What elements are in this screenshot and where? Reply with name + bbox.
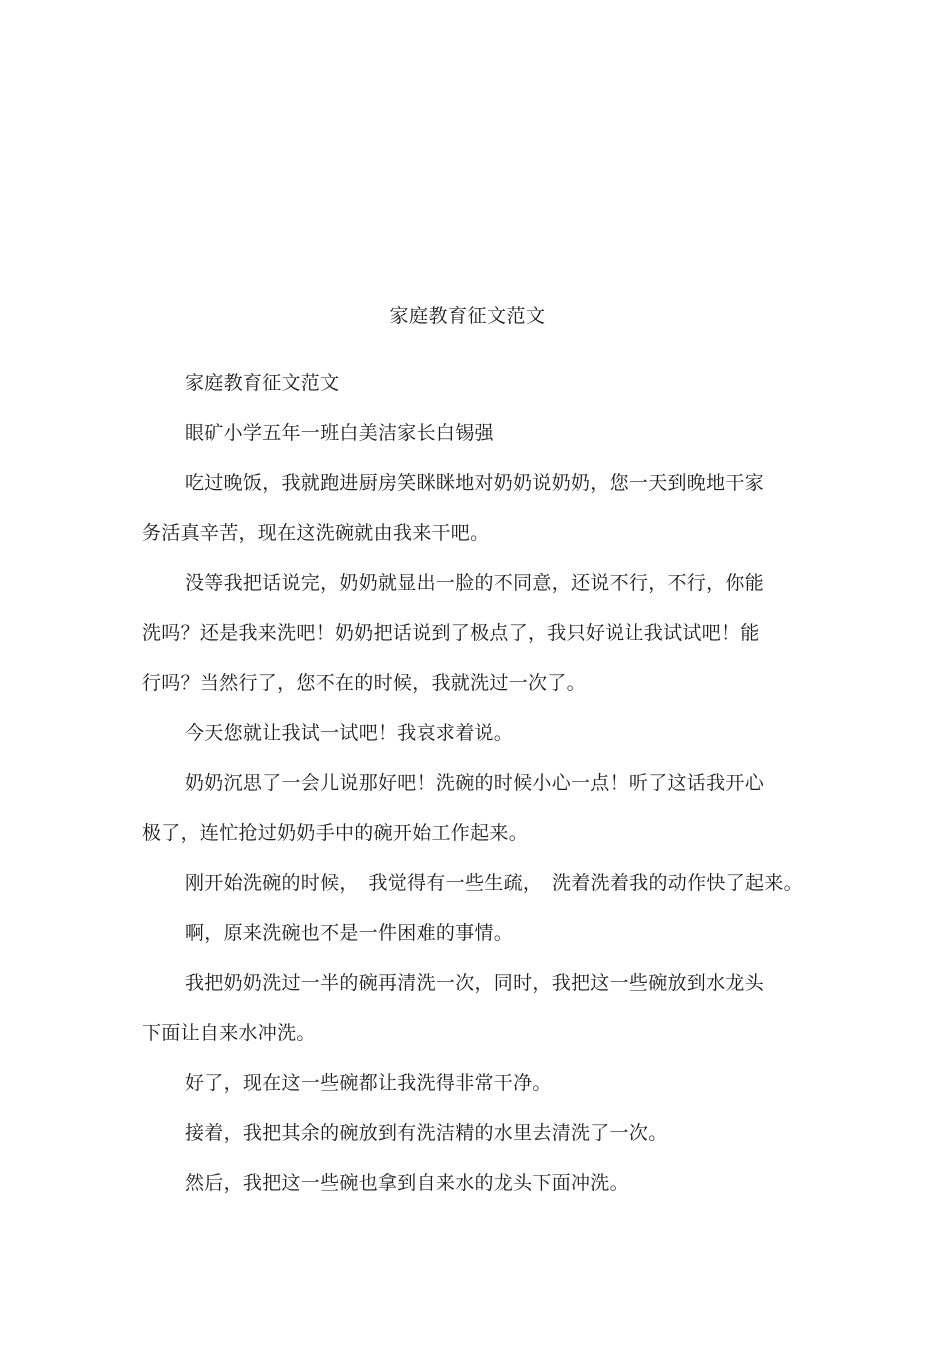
paragraph-line: 接着，我把其余的碗放到有洗洁精的水里去清洗了一次。 (185, 1122, 668, 1144)
paragraph-line: 家庭教育征文范文 (185, 372, 340, 394)
paragraph-line: 洗吗？还是我来洗吧！奶奶把话说到了极点了，我只好说让我试试吧！能 (142, 622, 760, 644)
paragraph-line: 啊，原来洗碗也不是一件困难的事情。 (185, 922, 514, 944)
paragraph-line: 今天您就让我试一试吧！我哀求着说。 (185, 722, 514, 744)
paragraph-line: 下面让自来水冲洗。 (142, 1022, 316, 1044)
paragraph-line: 极了，连忙抢过奶奶手中的碗开始工作起来。 (142, 822, 529, 844)
paragraph-line: 吃过晚饭，我就跑进厨房笑眯眯地对奶奶说奶奶，您一天到晚地干家 (185, 472, 765, 494)
paragraph-line: 没等我把话说完，奶奶就显出一脸的不同意，还说不行，不行，你能 (185, 572, 765, 594)
paragraph-line: 刚开始洗碗的时候， 我觉得有一些生疏， 洗着洗着我的动作快了起来。 (185, 872, 803, 894)
document-title: 家庭教育征文范文 (389, 305, 546, 327)
paragraph-line: 行吗？当然行了，您不在的时候，我就洗过一次了。 (142, 672, 586, 694)
paragraph-line: 务活真辛苦，现在这洗碗就由我来干吧。 (142, 522, 490, 544)
document-body (142, 370, 802, 1220)
paragraph-line: 奶奶沉思了一会儿说那好吧！洗碗的时候小心一点！听了这话我开心 (185, 772, 765, 794)
paragraph-line: 我把奶奶洗过一半的碗再清洗一次，同时，我把这一些碗放到水龙头 (185, 972, 765, 994)
paragraph-line: 眼矿小学五年一班白美洁家长白锡强 (185, 422, 494, 444)
paragraph-line: 然后，我把这一些碗也拿到自来水的龙头下面冲洗。 (185, 1172, 629, 1194)
paragraph-line: 好了，现在这一些碗都让我洗得非常干净。 (185, 1072, 552, 1094)
